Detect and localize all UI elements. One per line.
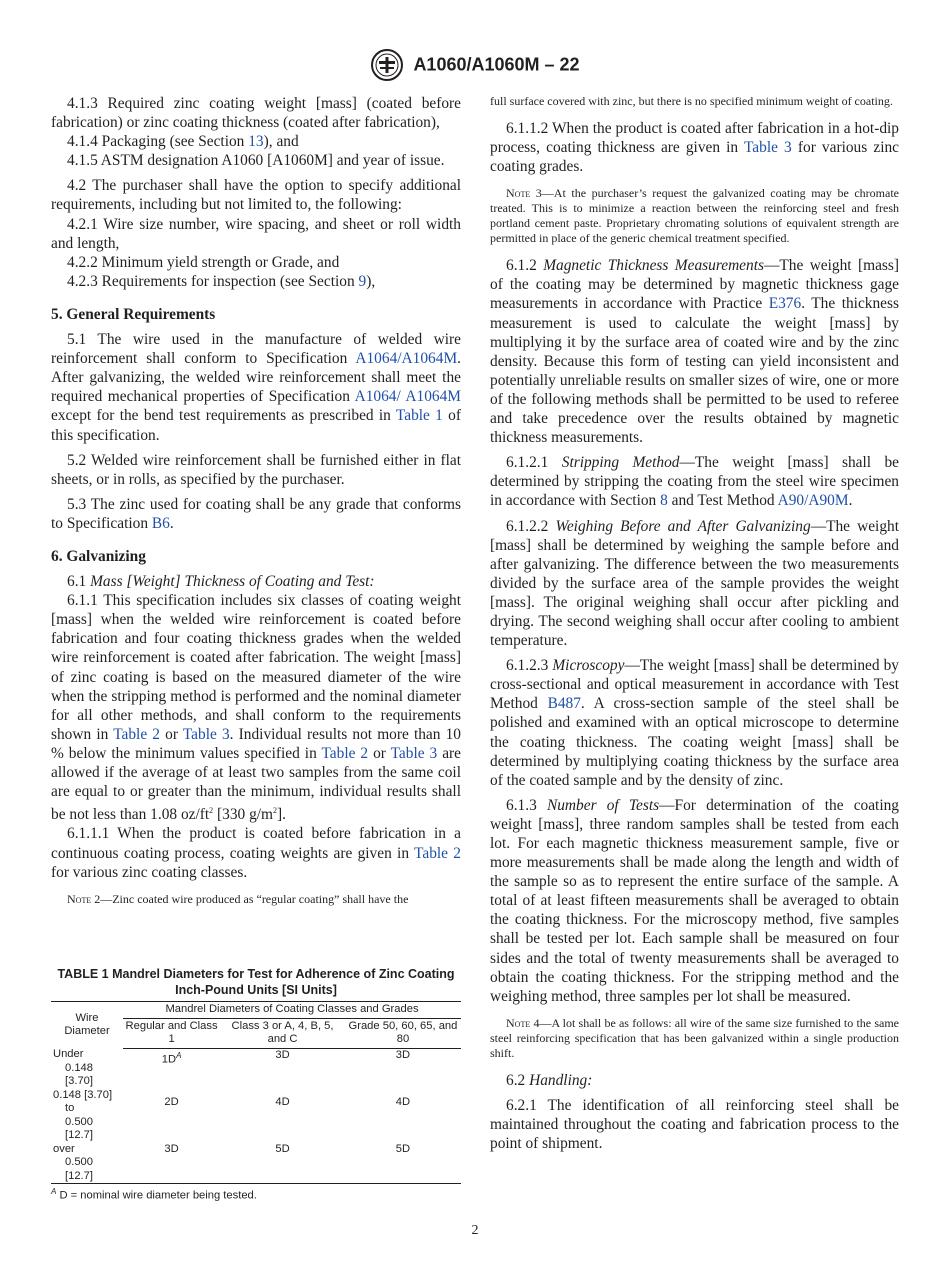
link-section-8[interactable]: 8 <box>660 492 668 510</box>
link-table-3-c[interactable]: Table 3 <box>743 139 792 157</box>
table-row: over 0.500 [12.7] 3D 5D 5D <box>51 1143 461 1184</box>
para-4-1-4: 4.1.4 Packaging (see Section 13), and <box>67 133 299 151</box>
note-4: Note 4—A lot shall be as follows: all wire of the same size furnished to the same steel reinforcing specification that has been galvanized within a single production shift. <box>490 1015 899 1060</box>
link-table-2[interactable]: Table 2 <box>113 725 160 743</box>
para-6-1-1-2: 6.1.1.2 When the product is coated after fabrication in a hot-dip process, coating thickness are given in Table 3 for various zinc coating grades. <box>490 120 899 176</box>
para-6-1-2: 6.1.2 Magnetic Thickness Measurements—The weight [mass] of the coating may be determined by magnetic thickness gage measurements in accordance with Practice E376. The thickness measurement is used to calculate the weight [mass] by multiplying it by the surface area of coated wire and by the zinc density. Because this form of testing can yield inconsistent and potentially unreliable results on smaller sizes of wire, one or more of the following methods shall be permitted to be used to referee and take precedence over the results obtained by magnetic thickness measurements. <box>490 257 900 447</box>
left-column <box>51 94 461 917</box>
table-footnote: $^A$ D = nominal wire diameter being tested. <box>51 1187 257 1202</box>
col-group-header: Mandrel Diameters of Coating Classes and Grades <box>123 1002 461 1019</box>
link-e376[interactable]: E376 <box>768 295 802 313</box>
para-4-1-5: 4.1.5 ASTM designation A1060 [A1060M] and year of issue. <box>67 152 445 170</box>
link-b487[interactable]: B487 <box>547 695 581 713</box>
para-6-1-2-2: 6.1.2.2 Weighing Before and After Galvanizing—The weight [mass] shall be determined by weighing the sample before and after galvanizing. The difference between the two measurements divided by the surface area of the sample provides the weight [mass]. The original weighing shall occur after pickling and drying. The second weighing shall occur after cooling to ambient temperature. <box>490 517 899 650</box>
table-row: 0.148 [3.70] to 0.500 [12.7] 2D 4D 4D <box>53 1088 411 1141</box>
page-header <box>0 48 950 82</box>
mandrel-table <box>51 1001 461 1184</box>
para-6-1-1: 6.1.1 This specification includes six classes of coating weight [mass] when the welded wire reinforcement is coated before fabrication and four coating thickness grades when the welded wire reinforcement is coated after fabrication. The weight [mass] of zinc coating is based on the measured diameter of the wire when the stripping method is performed and the nominal diameter for all other methods, and shall conform to the requirements shown in Table 2 or Table 3. Individual results not more than 10 % below the minimum values specified in Table 2 or Table 3 are allowed if the average of at least two samples from the same coil are equal to or greater than the minimum, individual results shall be not less than 1.08 $oz/ft^2$ [330 $g/m^2$]. <box>51 592 462 824</box>
right-column <box>490 94 899 1159</box>
table-1-title: TABLE 1 Mandrel Diameters for Test for Adherence of Zinc Coating Inch-Pound Units [SI Units] <box>57 967 455 997</box>
para-4-2-1: 4.2.1 Wire size number, wire spacing, and sheet or roll width and length, <box>51 215 461 252</box>
para-5-1: 5.1 The wire used in the manufacture of welded wire reinforcement shall conform to Specification A1064/A1064M. After galvanizing, the welded wire reinforcement shall meet the required mechanical properties of Specification A1064/ A1064M except for the bend test requirements as prescribed in Table 1 of this specification. <box>51 331 462 444</box>
link-table-1[interactable]: Table 1 <box>395 407 443 425</box>
link-section-13[interactable]: 13 <box>248 133 264 151</box>
col-regular-class-1: Regular and Class 1 <box>123 1018 220 1048</box>
para-6-2: 6.2 Handling: <box>506 1071 593 1089</box>
para-6-1-1-1: 6.1.1.1 When the product is coated before fabrication in a continuous coating process, coating weights are given in Table 2 for various zinc coating classes. <box>51 825 461 881</box>
link-section-9[interactable]: 9 <box>358 272 367 290</box>
para-6-2-1: 6.2.1 The identification of all reinforcing steel shall be maintained throughout the coating and fabrication process to the point of shipment. <box>490 1096 899 1153</box>
para-5-3: 5.3 The zinc used for coating shall be any grade that conforms to Specification B6. <box>51 495 461 532</box>
link-table-3-b[interactable]: Table 3 <box>390 744 438 762</box>
link-table-3[interactable]: Table 3 <box>182 725 230 743</box>
section-6-heading: 6. Galvanizing <box>51 547 146 565</box>
para-4-2: 4.2 The purchaser shall have the option to specify additional requirements, including but not limited to, the following: <box>51 177 461 214</box>
col-grade: Grade 50, 60, 65, and 80 <box>345 1018 461 1048</box>
col-wire-diameter: Wire Diameter <box>51 1002 123 1049</box>
note-2-continued: full surface covered with zinc, but there is no specified minimum weight of coating. <box>490 94 893 108</box>
para-4-2-3: 4.2.3 Requirements for inspection (see Section 9), <box>67 272 376 290</box>
table-row: Under 0.148 [3.70] $1D^A$ 3D 3D <box>53 1048 411 1087</box>
col-class-3: Class 3 or A, 4, B, 5, and C <box>220 1018 345 1048</box>
para-4-1-3: 4.1.3 Required zinc coating weight [mass] (coated before fabrication) or zinc coating thickness (coated after fabrication), <box>51 95 461 132</box>
link-a90[interactable]: A90/A90M <box>777 492 849 510</box>
document-designation: A1060/A1060M – 22 <box>413 54 580 75</box>
para-6-1: 6.1 Mass [Weight] Thickness of Coating and Test: <box>67 573 375 591</box>
table-1 <box>51 966 461 1202</box>
para-4-2-2: 4.2.2 Minimum yield strength or Grade, and <box>67 253 340 271</box>
link-b6[interactable]: B6 <box>151 514 170 532</box>
link-a1064[interactable]: A1064/A1064M <box>355 350 458 368</box>
link-table-2-b[interactable]: Table 2 <box>321 744 369 762</box>
note-2: Note 2—Zinc coated wire produced as “regular coating” shall have the <box>67 891 409 906</box>
link-a1064-2[interactable]: A1064/ A1064M <box>354 388 461 406</box>
note-3: Note 3—At the purchaser’s request the galvanized coating may be chromate treated. This is to minimize a reaction between the reinforcing steel and fresh portland cement paste. Proprietary chromating solutions of equivalent strength are permitted in place of the generic chemical treatment specified. <box>490 186 899 246</box>
para-6-1-2-3: 6.1.2.3 Microscopy—The weight [mass] shall be determined by cross-sectional and optical measurement in accordance with Test Method B487. A cross-section sample of the steel shall be polished and examined with an optical microscope to determine the coating thickness. The coating weight [mass] shall be determined by multiplying coating thickness by the surface area of the coated sample and by the density of zinc. <box>490 657 899 789</box>
para-5-2: 5.2 Welded wire reinforcement shall be furnished either in flat sheets, or in rolls, as specified by the purchaser. <box>51 451 461 488</box>
link-table-2-c[interactable]: Table 2 <box>414 844 461 862</box>
para-6-1-3: 6.1.3 Number of Tests—For determination of the coating weight [mass], three random samples shall be tested from each lot. For each magnetic thickness measurement sample, five or more measurements shall be made along the length and width of the sample so as to represent the entire surface of the sample. A total of at least fifteen measurements shall be averaged to obtain the coating thickness. For the microscopy method, five samples shall be tested per lot. Each sample shall be measured on four sides and the total of twenty measurements shall be averaged to obtain the coating thickness. For the stripping method and the weighing method, three samples per lot shall be measured. <box>490 796 899 1005</box>
section-5-heading: 5. General Requirements <box>51 305 216 323</box>
page-number: 2 <box>471 1223 479 1238</box>
para-6-1-2-1: 6.1.2.1 Stripping Method—The weight [mass] shall be determined by stripping the coating from the steel wire specimen in accordance with Section 8 and Test Method A90/A90M. <box>490 454 899 510</box>
astm-logo <box>370 48 404 82</box>
